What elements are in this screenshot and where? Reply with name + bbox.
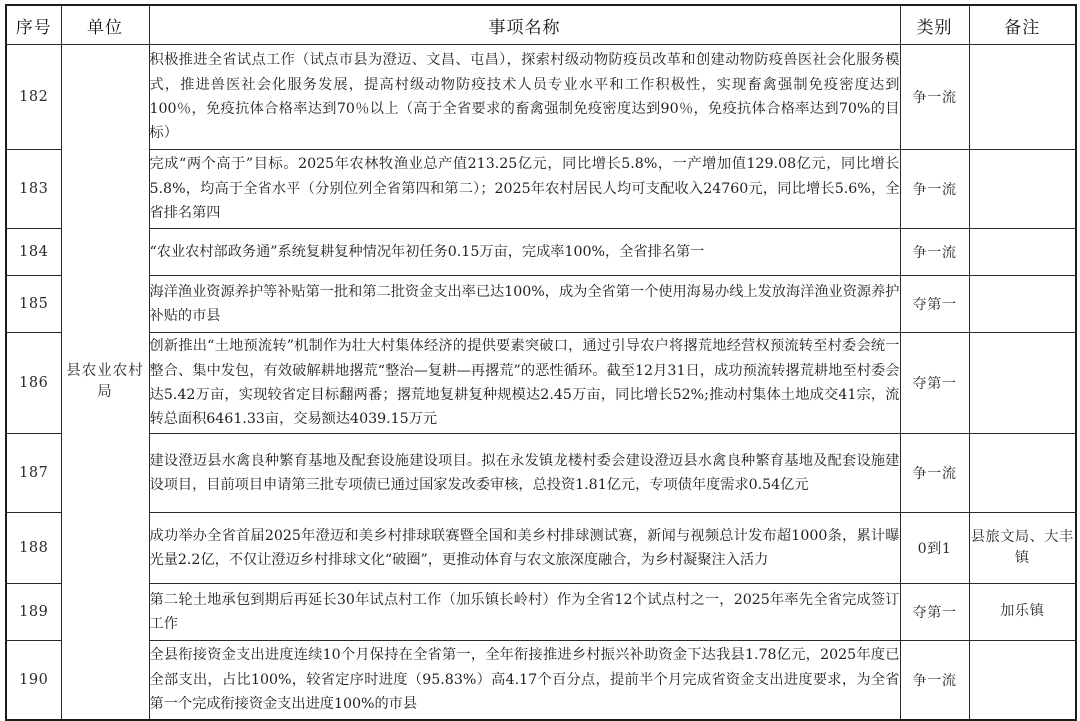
cell-name: 全县衔接资金支出进度连续10个月保持在全省第一，全年衔接推进乡村振兴补助资金下达我县1.78亿元，2025年度已全部支出，占比100%，较省定序时进度（95.83%）高4.17个百分点，提前半个月完成省资金支出进度要求，为全省第一个完成衔接资金支出进度100%的市县: [149, 641, 900, 721]
cell-category: 争一流: [900, 641, 969, 721]
cell-category: 争一流: [900, 229, 969, 276]
cell-name: 积极推进全省试点工作（试点市县为澄迈、文昌、屯昌），探索村级动物防疫员改革和创建动物防疫兽医社会化服务模式，推进兽医社会化服务发展，提高村级动物防疫技术人员专业水平和工作积极性，实现畜禽强制免疫密度达到100％，免疫抗体合格率达到70％以上（高于全省要求的畜禽强制免疫密度达到90％，免疫抗体合格率达到70%的目标）: [149, 45, 900, 150]
cell-category: 争一流: [900, 434, 969, 513]
cell-seq: 184: [6, 229, 61, 276]
column-header-unit: 单位: [61, 5, 149, 45]
column-header-note: 备注: [969, 5, 1076, 45]
column-header-name: 事项名称: [149, 5, 900, 45]
cell-note: [969, 434, 1076, 513]
cell-unit-merged: 县农业农村局: [61, 45, 149, 721]
table-row: [6, 513, 1076, 584]
table-row: [6, 276, 1076, 333]
cell-seq: 183: [6, 150, 61, 229]
cell-seq: 190: [6, 641, 61, 721]
table-row: [6, 229, 1076, 276]
cell-category: 争一流: [900, 150, 969, 229]
cell-name: 建设澄迈县水禽良种繁育基地及配套设施建设项目。拟在永发镇龙楼村委会建设澄迈县水禽良种繁育基地及配套设施建设项目，目前项目申请第三批专项债已通过国家发改委审核，总投资1.81亿元，专项债年度需求0.54亿元: [149, 434, 900, 513]
cell-note: [969, 45, 1076, 150]
table-header: [6, 5, 1076, 45]
cell-name: 成功举办全省首届2025年澄迈和美乡村排球联赛暨全国和美乡村排球测试赛，新闻与视频总计发布超1000条，累计曝光量2.2亿，不仅让澄迈乡村排球文化“破圈”，更推动体育与农文旅深度融合，为乡村凝聚注入活力: [149, 513, 900, 584]
cell-seq: 188: [6, 513, 61, 584]
cell-note: [969, 641, 1076, 721]
table-row: [6, 333, 1076, 434]
cell-category: 夺第一: [900, 276, 969, 333]
column-header-seq: 序号: [6, 5, 61, 45]
cell-name: 第二轮土地承包到期后再延长30年试点村工作（加乐镇长岭村）作为全省12个试点村之一，2025年率先全省完成签订工作: [149, 584, 900, 641]
table-header-row: [6, 5, 1076, 45]
table-row: [6, 150, 1076, 229]
cell-category: 争一流: [900, 45, 969, 150]
cell-name: 海洋渔业资源养护等补贴第一批和第二批资金支出率已达100%，成为全省第一个使用海易办线上发放海洋渔业资源养护补贴的市县: [149, 276, 900, 333]
cell-note: [969, 229, 1076, 276]
cell-seq: 189: [6, 584, 61, 641]
cell-seq: 182: [6, 45, 61, 150]
cell-note: 县旅文局、大丰镇: [969, 513, 1076, 584]
cell-category: 夺第一: [900, 584, 969, 641]
cell-seq: 186: [6, 333, 61, 434]
cell-name: 完成“两个高于”目标。2025年农林牧渔业总产值213.25亿元，同比增长5.8%，一产增加值129.08亿元，同比增长5.8%，均高于全省水平（分别位列全省第四和第二）；2025年农村居民人均可支配收入24760元，同比增长5.6%，全省排名第四: [149, 150, 900, 229]
cell-category: 夺第一: [900, 333, 969, 434]
cell-seq: 187: [6, 434, 61, 513]
cell-note: [969, 333, 1076, 434]
cell-name: 创新推出“土地预流转”机制作为壮大村集体经济的提供要素突破口，通过引导农户将撂荒地经营权预流转至村委会统一整合、集中发包，有效破解耕地撂荒“整治—复耕—再撂荒”的恶性循环。截至12月31日，成功预流转撂荒耕地至村委会达5.42万亩，实现较省定目标翻两番；撂荒地复耕复种规模达2.45万亩，同比增长52%;推动村集体土地成交41宗，流转总面积6461.33亩，交易额达4039.15万元: [149, 333, 900, 434]
column-header-category: 类别: [900, 5, 969, 45]
table-row: [6, 45, 1076, 150]
cell-note: [969, 276, 1076, 333]
cell-name: “农业农村部政务通”系统复耕复种情况年初任务0.15万亩，完成率100%，全省排名第一: [149, 229, 900, 276]
table-row: [6, 434, 1076, 513]
items-table: [5, 4, 1077, 721]
cell-note: 加乐镇: [969, 584, 1076, 641]
cell-seq: 185: [6, 276, 61, 333]
table-row: [6, 641, 1076, 721]
cell-category: 0到1: [900, 513, 969, 584]
table-row: [6, 584, 1076, 641]
cell-note: [969, 150, 1076, 229]
table-body: [6, 45, 1076, 721]
